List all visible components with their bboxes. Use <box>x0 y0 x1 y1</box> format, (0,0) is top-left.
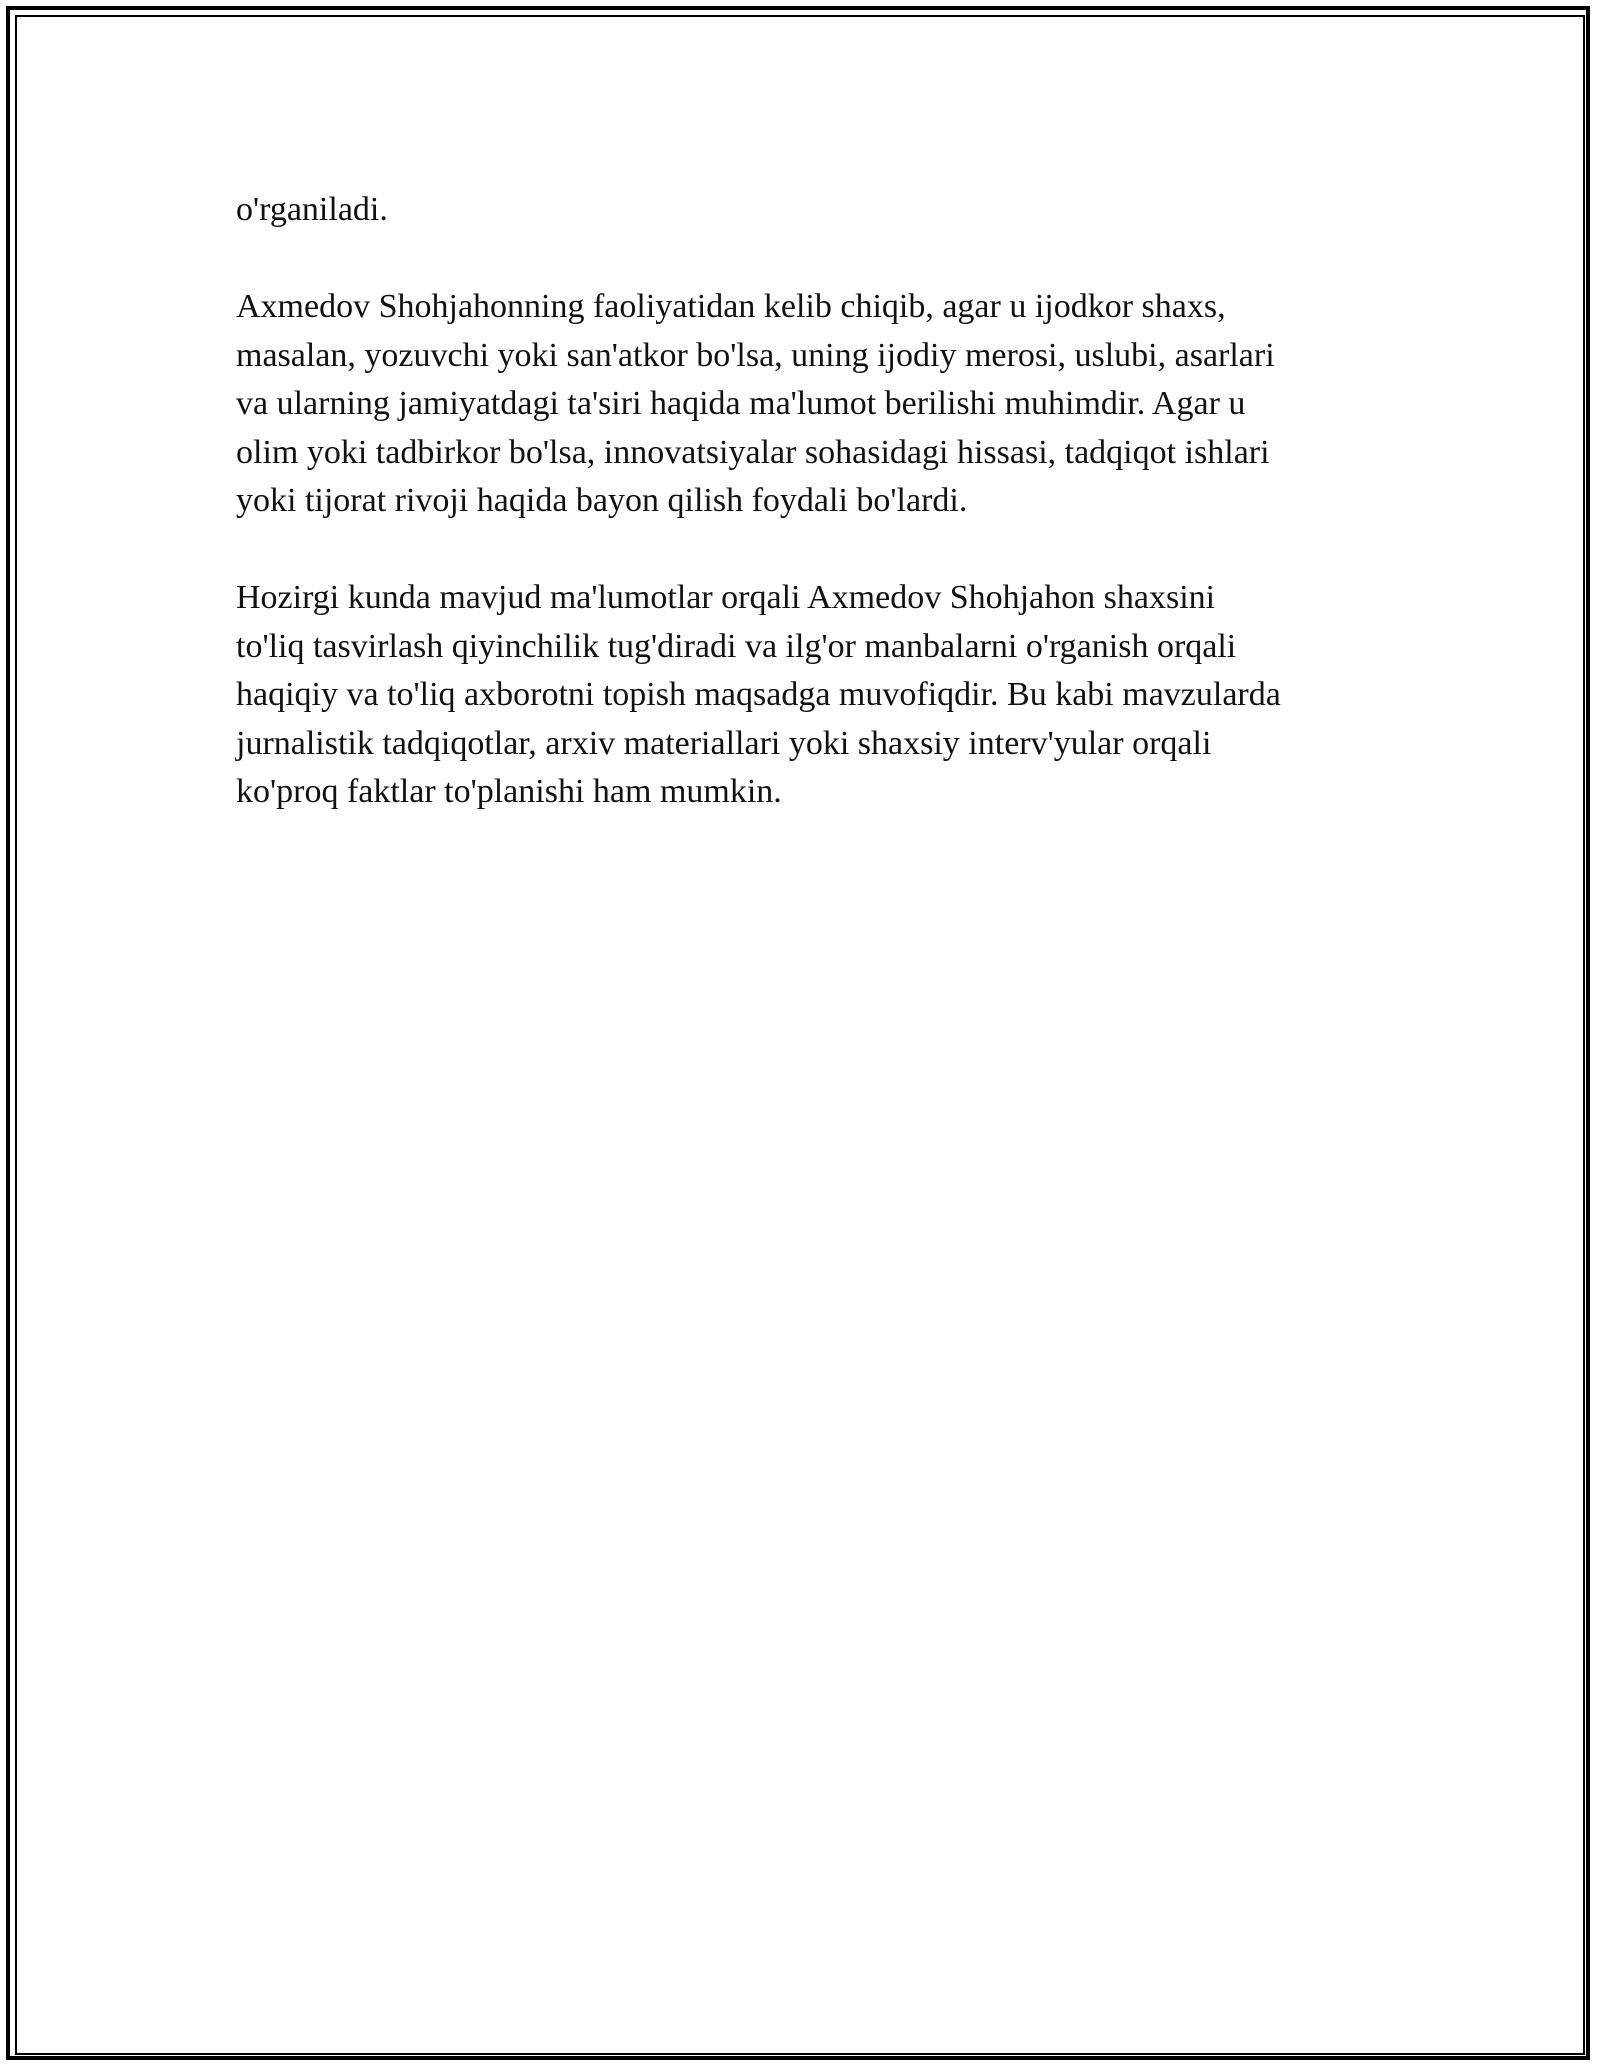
document-body <box>236 186 1386 865</box>
paragraph-activity: Axmedov Shohjahonning faoliyatidan kelib chiqib, agar u ijodkor shaxs, masalan, yozuvchi yoki san'atkor bo'lsa, uning ijodiy merosi, uslubi, asarlari va ularning jamiyatdagi ta'siri haqida ma'lumot berilishi muhimdir. Agar u olim yoki tadbirkor bo'lsa, innovatsiyalar sohasidagi hissasi, tadqiqot ishlari yoki tijorat rivoji haqida bayon qilish foydali bo'lardi. <box>236 288 1275 519</box>
paragraph-current-info: Hozirgi kunda mavjud ma'lumotlar orqali Axmedov Shohjahon shaxsini to'liq tasvirlash qiyinchilik tug'diradi va ilg'or manbalarni o'rganish orqali haqiqiy va to'liq axborotni topish maqsadga muvofiqdir. Bu kabi mavzularda jurnalistik tadqiqotlar, arxiv materiallari yoki shaxsiy interv'yular orqali ko'proq faktlar to'planishi ham mumkin. <box>236 579 1281 810</box>
paragraph-continuation: o'rganiladi. <box>236 191 388 228</box>
